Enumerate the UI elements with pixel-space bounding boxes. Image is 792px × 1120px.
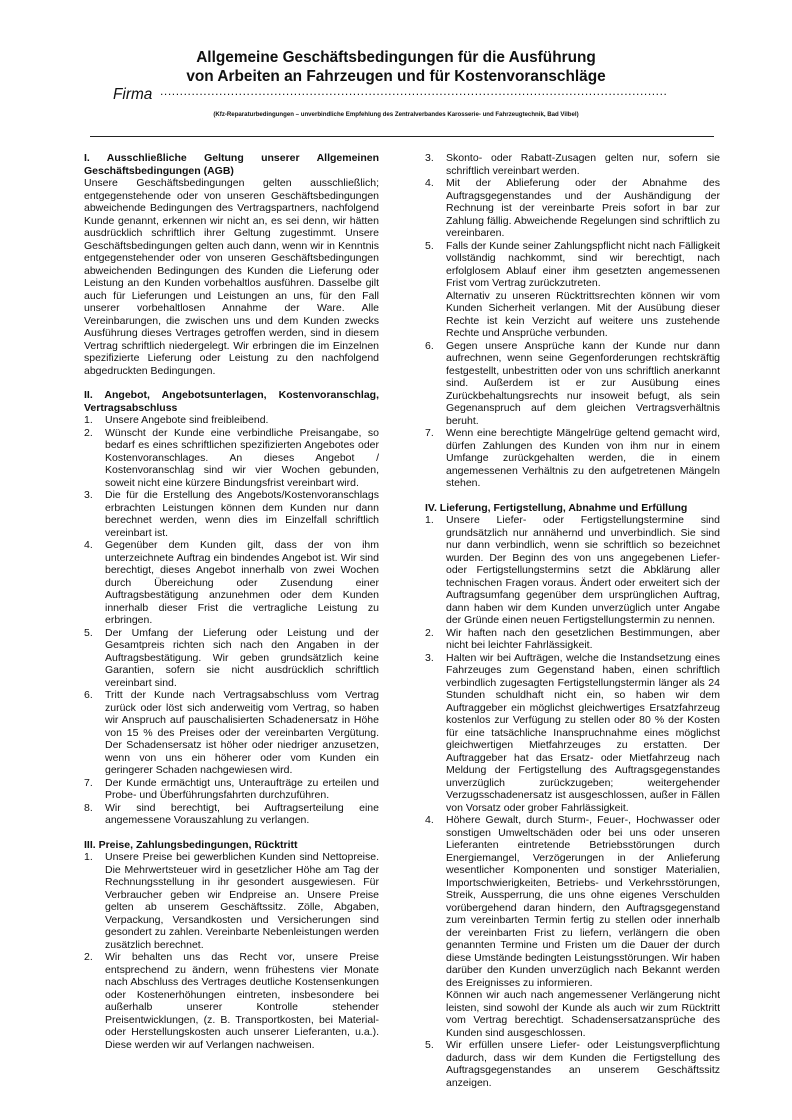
item-number: 3. <box>84 489 93 501</box>
item-text: Wünscht der Kunde eine verbindliche Preisangabe, so bedarf es eines schriftlichen spezifizierten Angebotes oder Kostenvoranschlages. An dieses Angebot / Kostenvoranschlag sind wir vier Wochen gebunden, soweit nicht eine kürzere Bindungsfrist vereinbart wird. <box>105 426 379 489</box>
title-line-1: Allgemeine Geschäftsbedingungen für die Ausführung <box>196 49 596 66</box>
section-text: Unsere Geschäftsbedingungen gelten ausschließlich; entgegenstehende oder von unseren Geschäftsbedingungen abweichende Bedingungen des Vertragspartners, nachfolgend Kunde genannt, erkennen wir nicht an, es sei denn, wir hätten ausdrücklich schriftlich ihrer Geltung zugestimmt. Unsere Geschäftsbedingungen gelten auch dann, wenn wir in Kenntnis entgegenstehender oder von unseren Geschäftsbedingungen abweichenden Bedingungen des Kunden die Lieferung oder Leistung an den Kunden vorbehaltlos ausführen. Dasselbe gilt auch für Lieferungen und Leistungen an uns, für den Fall unserer vorbehaltlosen Annahme der Ware. Alle Vereinbarungen, die zwischen uns und dem Kunden zwecks Ausführung dieses Vertrages getroffen werden, sind in diesem Vertrag schriftlich niedergelegt. Wir erbringen die im Einzelnen spezifizierte Lieferung oder Leistung zu den nachfolgend abgedruckten Bedingungen. <box>84 177 379 377</box>
section-spacer <box>425 490 720 502</box>
item-number: 7. <box>425 427 434 439</box>
item-number: 5. <box>425 1039 434 1051</box>
item-number: 8. <box>84 801 93 814</box>
item-number: 1. <box>84 851 93 863</box>
list-item <box>425 814 720 1039</box>
list-item <box>425 652 720 815</box>
item-number: 4. <box>425 814 434 826</box>
item-text: Unsere Preise bei gewerblichen Kunden sind Nettopreise. Die Mehrwertsteuer wird in gesetzlicher Höhe am Tag der Rechnungsstellung in ihr gesondert ausgewiesen. Für Verbraucher geben wir Endpreise an. Unsere Preise gelten ab unserem Geschäftssitz. Zölle, Abgaben, Verpackung, Versandkosten und Versicherungen sind gesondert zu zahlen. Vereinbarte Nebenleistungen werden zusätzlich berechnet. <box>105 851 379 951</box>
left-column <box>84 152 379 1051</box>
item-extra-paragraph: Alternativ zu unseren Rücktrittsrechten können wir vom Kunden Sicherheit verlangen. Mit der Ausübung dieser Rechte ist kein Verzicht auf weitere uns zustehende Rechte und Ansprüche verbunden. <box>446 289 720 339</box>
header-divider <box>90 136 714 137</box>
section-spacer <box>84 377 379 389</box>
item-number: 7. <box>84 776 93 789</box>
item-number: 5. <box>425 239 434 252</box>
list-item <box>84 802 379 827</box>
document-subtitle: (Kfz-Reparaturbedingungen – unverbindliche Empfehlung des Zentralverbandes Karosserie- und Fahrzeugtechnik, Bad Vilbel) <box>213 111 579 118</box>
item-text: Wir haften nach den gesetzlichen Bestimmungen, aber nicht bei leichter Fahrlässigkeit. <box>446 626 720 651</box>
section-spacer <box>84 827 379 839</box>
item-number: 6. <box>425 339 434 352</box>
section-heading: III. Preise, Zahlungsbedingungen, Rücktritt <box>84 838 298 851</box>
clause-list <box>425 514 720 1089</box>
right-column <box>425 152 720 1089</box>
item-text: Unsere Angebote sind freibleibend. <box>105 414 269 426</box>
list-item <box>84 951 379 1051</box>
item-number: 5. <box>84 626 93 639</box>
section-heading: I. Ausschließliche Geltung unserer Allgemeinen Geschäftsbedingungen (AGB) <box>84 152 379 177</box>
firma-label: Firma <box>113 86 153 103</box>
item-text: Wenn eine berechtigte Mängelrüge geltend gemacht wird, dürfen Zahlungen des Kunden von ihm nur in einem Umfange zurückgehalten werden, die in einem angemessenen Verhältnis zu den aufgetretenen Mängeln stehen. <box>446 427 720 489</box>
clause-list <box>84 414 379 827</box>
clause-list <box>84 851 379 1051</box>
section-heading: II. Angebot, Angebotsunterlagen, Kostenvoranschlag, Vertragsabschluss <box>84 389 379 414</box>
document-title <box>0 48 792 86</box>
section-1 <box>84 152 379 377</box>
list-item <box>425 177 720 240</box>
list-item <box>84 414 379 427</box>
list-item <box>84 689 379 777</box>
item-extra-paragraph: Können wir auch nach angemessener Verlängerung nicht leisten, sind sowohl der Kunde als auch wir zum Rücktritt vom Vertrag berechtigt. Schadensersatzansprüche des Kunden sind ausgeschlossen. <box>446 989 720 1039</box>
list-item <box>425 427 720 490</box>
item-number: 4. <box>425 177 434 189</box>
item-text: Falls der Kunde seiner Zahlungspflicht nicht nach Fälligkeit vollständig nachkommt, sind wir berechtigt, nach erfolglosem Ablauf einer ihm gesetzten angemessenen Frist vom Vertrag zurückzutreten. <box>446 239 720 289</box>
item-number: 3. <box>425 152 434 164</box>
list-item <box>84 627 379 690</box>
item-text: Gegenüber dem Kunden gilt, dass der von ihm unterzeichnete Auftrag ein bindendes Angebot ist. Wir sind berechtigt, dieses Angebot innerhalb von zwei Wochen durch Übereichung oder Zusendung einer Auftragsbestätigung anzunehmen oder dem Kunden innerhalb dieser Frist die vertragliche Leistung zu erbringen. <box>105 539 379 626</box>
section-4 <box>425 502 720 1090</box>
list-item <box>84 539 379 627</box>
item-text: Mit der Ablieferung oder der Abnahme des Auftragsgegenstandes und der Aushändigung der Rechnung ist der vereinbarte Preis sofort in bar zur Zahlung fällig. Abweichende Regelungen sind schriftlich zu vereinbaren. <box>446 177 720 239</box>
item-number: 1. <box>425 514 434 526</box>
section-heading: IV. Lieferung, Fertigstellung, Abnahme und Erfüllung <box>425 501 688 514</box>
list-item <box>84 777 379 802</box>
list-item <box>425 627 720 652</box>
item-number: 3. <box>425 651 434 664</box>
item-number: 1. <box>84 414 93 426</box>
item-text: Höhere Gewalt, durch Sturm-, Feuer-, Hochwasser oder sonstigen Umweltschäden oder bei uns oder unseren Lieferanten eintretende Betriebsstörungen durch Energiemangel, Verzögerungen in der Anlieferung wesentlicher Komponenten und sonstiger Materialien, Importschwierigkeiten, Betriebs- und Verkehrsstörungen, Streik, Aussperrung, die uns ohne eigenes Verschulden vorübergehend daran hindern, den Auftragsgegenstand zum vereinbarten Termin fertig zu stellen oder innerhalb der vereinbarten Frist zu liefern, verlängern die oben genannten Termine und Fristen um die Dauer der durch diese Umstände bedingten Leistungsstörungen. Wir haben darüber den Kunden unverzüglich nach Bekannt werden des Ereignisses zu informieren. <box>446 814 720 989</box>
section-2 <box>84 389 379 827</box>
list-item <box>425 514 720 627</box>
item-text: Wir erfüllen unsere Liefer- oder Leistungsverpflichtung dadurch, dass wir dem Kunden die Fertigstellung des Auftragsgegenstandes an unserem Geschäftssitz anzeigen. <box>446 1039 720 1089</box>
item-number: 2. <box>84 951 93 963</box>
item-text: Wir sind berechtigt, bei Auftragserteilung eine angemessene Vorauszahlung zu verlangen. <box>105 801 379 826</box>
list-item <box>84 851 379 951</box>
list-item <box>84 489 379 539</box>
item-text: Skonto- oder Rabatt-Zusagen gelten nur, sofern sie schriftlich vereinbart werden. <box>446 152 720 177</box>
item-number: 2. <box>425 626 434 639</box>
item-text: Tritt der Kunde nach Vertragsabschluss vom Vertrag zurück oder löst sich anderweitig vom Vertrag, so haben wir Anspruch auf pauschalisierten Schadenersatz in Höhe von 15 % des Preises oder der vereinbarten Vergütung. Der Schadensersatz ist höher oder niedriger anzusetzen, wenn von uns ein höherer oder vom Kunden ein geringerer Schaden nachgewiesen wird. <box>105 689 379 776</box>
item-number: 6. <box>84 689 93 701</box>
item-text: Gegen unsere Ansprüche kann der Kunde nur dann aufrechnen, wenn seine Gegenforderungen rechtskräftig festgestellt, unbestritten oder von uns schriftlich anerkannt sind. Außerdem ist er zur Ausübung eines Zurückbehaltungsrechts nur insoweit befugt, als sein Gegenanspruch auf dem gleichen Vertragsverhältnis beruht. <box>446 339 720 427</box>
list-item <box>84 427 379 490</box>
list-item <box>425 240 720 340</box>
list-item <box>425 340 720 428</box>
title-line-2: von Arbeiten an Fahrzeugen und für Kostenvoranschläge <box>186 68 606 85</box>
firma-name-field: ................................................................................................................................. <box>160 84 668 98</box>
item-text: Unsere Liefer- oder Fertigstellungstermine sind grundsätzlich nur annähernd und unverbindlich. Sie sind nur dann verbindlich, wenn sie schriftlich so bezeichnet wurden. Der Beginn des von uns angegebenen Liefer- oder Fertigstellungstermins setzt die Abklärung aller technischen Fragen voraus. Ändert oder erweitert sich der Auftragsumfang gegenüber dem ursprünglichen Auftrag, dann haben wir dem Kunden unverzüglich unter Angabe der Gründe einen neuen Fertigstellungstermin zu nennen. <box>446 514 720 626</box>
item-number: 4. <box>84 539 93 551</box>
item-text: Halten wir bei Aufträgen, welche die Instandsetzung eines Fahrzeuges zum Gegenstand haben, einen schriftlich verbindlich zugesagten Fertigstellungstermin länger als 24 Stunden schuldhaft nicht ein, so haben wir dem Auftraggeber ein möglichst gleichwertiges Ersatzfahrzeug kostenlos zur Verfügung zu stellen oder 80 % der Kosten für eine tatsächliche Inanspruchnahme eines möglichst gleichwertigen Mietfahrzeuges zu erstatten. Der Auftraggeber hat das Ersatz- oder Mietfahrzeug nach Meldung der Fertigstellung des Auftragsgegenstandes unverzüglich zurückzugeben; weitergehender Verzugsschadenersatz ist ausgeschlossen, außer in Fällen von Vorsatz oder grober Fahrlässigkeit. <box>446 651 720 814</box>
list-item <box>425 152 720 177</box>
section-3 <box>84 839 379 1052</box>
list-item <box>425 1039 720 1089</box>
clause-list <box>425 152 720 490</box>
section-3-continued <box>425 152 720 490</box>
item-text: Wir behalten uns das Recht vor, unsere Preise entsprechend zu ändern, wenn frühestens vier Monate nach Abschluss des Vertrages deutliche Kostensenkungen oder Kostenerhöhungen eintreten, insbesondere bei außerhalb unserer Kontrolle stehender Preisentwicklungen, (z. B. Transportkosten, bei Material- oder Herstellungskosten auch unserer Lieferanten, u.a.). Diese werden wir auf Verlangen nachweisen. <box>105 951 379 1051</box>
item-text: Die für die Erstellung des Angebots/Kostenvoranschlags erbrachten Leistungen können dem Kunden nur dann berechnet werden, wenn dies im Einzelfall schriftlich vereinbart ist. <box>105 489 379 539</box>
item-number: 2. <box>84 426 93 439</box>
item-text: Der Kunde ermächtigt uns, Unteraufträge zu erteilen und Probe- und Überführungsfahrten durchzuführen. <box>105 776 379 801</box>
item-text: Der Umfang der Lieferung oder Leistung und der Gesamtpreis richten sich nach den Angaben in der Auftragsbestätigung. Wir geben grundsätzlich keine Garantien, sofern sie nicht ausdrücklich schriftlich vereinbart sind. <box>105 626 379 689</box>
